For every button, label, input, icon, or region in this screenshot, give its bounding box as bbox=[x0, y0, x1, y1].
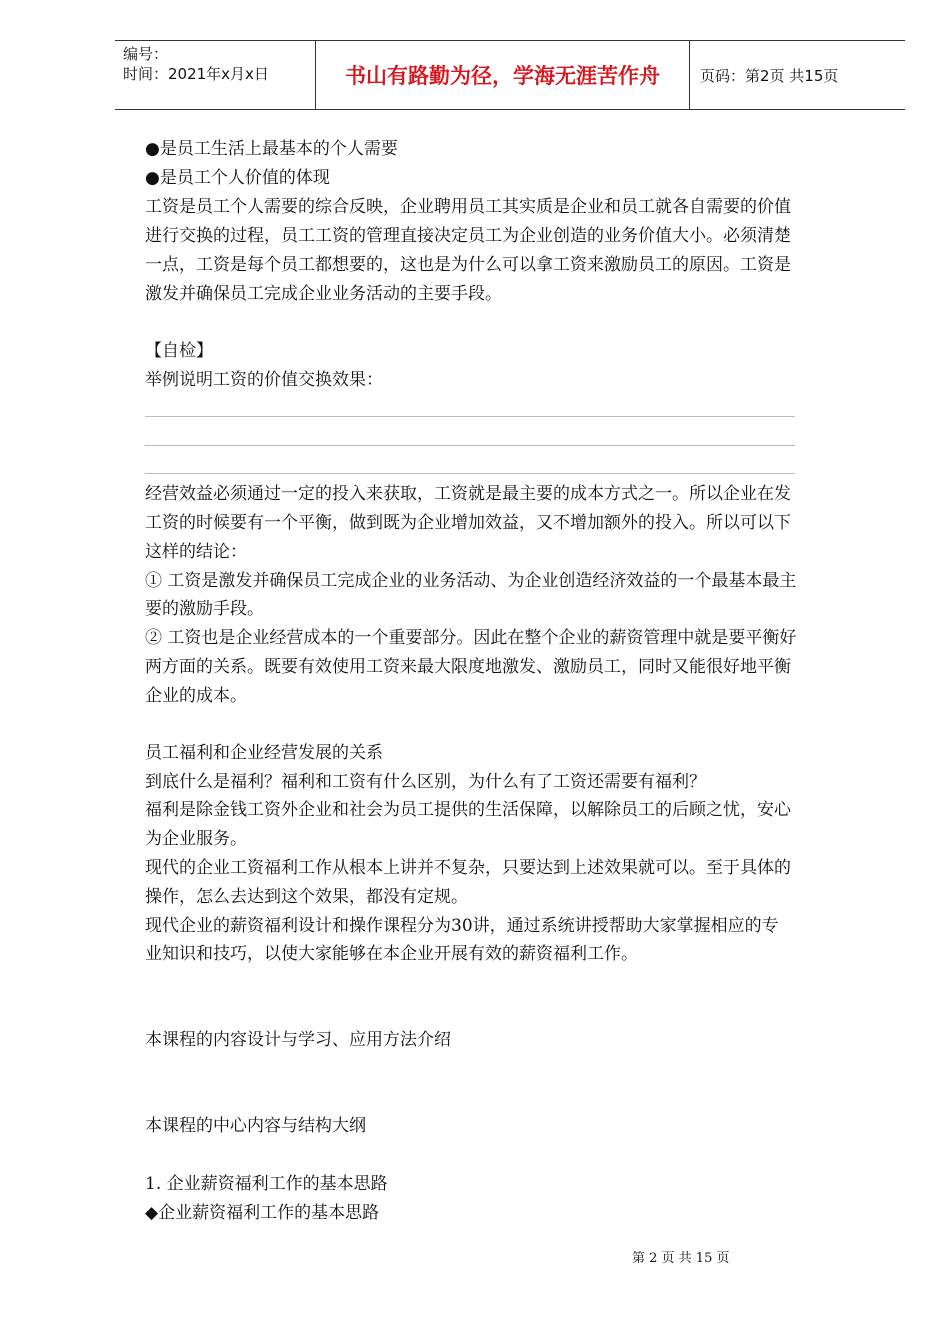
question-line: 举例说明工资的价值交换效果： bbox=[145, 370, 383, 390]
answer-line bbox=[145, 445, 795, 446]
section-heading: 本课程的内容设计与学习、应用方法介绍 bbox=[145, 1030, 451, 1050]
bullet-line: ●是员工个人价值的体现 bbox=[145, 168, 330, 188]
numbered-line: 两方面的关系。既要有效使用工资来最大限度地激发、激励员工，同时又能很好地平衡 bbox=[145, 657, 791, 677]
paragraph-line: 工资是员工个人需要的综合反映，企业聘用员工其实质是企业和员工就各自需要的价值 bbox=[145, 197, 791, 217]
paragraph-line: 经营效益必须通过一定的投入来获取，工资就是最主要的成本方式之一。所以企业在发 bbox=[145, 484, 791, 504]
header-meta-cell bbox=[115, 41, 316, 109]
header-motto-cell bbox=[316, 41, 690, 109]
answer-line bbox=[145, 416, 795, 417]
paragraph-line: 现代企业的薪资福利设计和操作课程分为30讲，通过系统讲授帮助大家掌握相应的专 bbox=[145, 916, 779, 936]
self-check-heading: 【自检】 bbox=[145, 341, 213, 361]
number-label: 编号： bbox=[123, 45, 169, 63]
numbered-line: ① 工资是激发并确保员工完成企业的业务活动、为企业创造经济效益的一个最基本最主 bbox=[145, 571, 797, 591]
numbered-line: ② 工资也是企业经营成本的一个重要部分。因此在整个企业的薪资管理中就是要平衡好 bbox=[145, 628, 797, 648]
section-heading: 本课程的中心内容与结构大纲 bbox=[145, 1116, 366, 1136]
outline-item: 1. 企业薪资福利工作的基本思路 bbox=[145, 1174, 388, 1194]
numbered-line: 企业的成本。 bbox=[145, 686, 247, 706]
paragraph-line: 现代的企业工资福利工作从根本上讲并不复杂，只要达到上述效果就可以。至于具体的 bbox=[145, 858, 791, 878]
paragraph-line: 福利是除金钱工资外企业和社会为员工提供的生活保障，以解除员工的后顾之忧，安心 bbox=[145, 800, 791, 820]
paragraph-line: 激发并确保员工完成企业业务活动的主要手段。 bbox=[145, 284, 502, 304]
paragraph-line: 进行交换的过程，员工工资的管理直接决定员工为企业创造的业务价值大小。必须清楚 bbox=[145, 226, 791, 246]
answer-line bbox=[145, 473, 795, 474]
outline-subitem: ◆企业薪资福利工作的基本思路 bbox=[145, 1203, 380, 1223]
header-page-cell bbox=[690, 41, 905, 109]
page-header bbox=[115, 40, 905, 110]
paragraph-line: 为企业服务。 bbox=[145, 829, 247, 849]
paragraph-line: 操作，怎么去达到这个效果，都没有定规。 bbox=[145, 887, 468, 907]
bullet-line: ●是员工生活上最基本的个人需要 bbox=[145, 139, 398, 159]
paragraph-line: 业知识和技巧，以使大家能够在本企业开展有效的薪资福利工作。 bbox=[145, 944, 638, 964]
paragraph-line: 一点，工资是每个员工都想要的，这也是为什么可以拿工资来激励员工的原因。工资是 bbox=[145, 255, 791, 275]
paragraph-line: 这样的结论： bbox=[145, 542, 247, 562]
section-heading: 员工福利和企业经营发展的关系 bbox=[145, 743, 383, 763]
time-label: 时间：2021年x月x日 bbox=[123, 65, 269, 83]
numbered-line: 要的激励手段。 bbox=[145, 599, 264, 619]
paragraph-line: 工资的时候要有一个平衡，做到既为企业增加效益，又不增加额外的投入。所以可以下 bbox=[145, 513, 791, 533]
motto-text: 书山有路勤为径，学海无涯苦作舟 bbox=[345, 64, 660, 88]
page-info: 页码：第2页 共15页 bbox=[700, 66, 839, 85]
page-footer: 第 2 页 共 15 页 bbox=[632, 1251, 730, 1266]
paragraph-line: 到底什么是福利？福利和工资有什么区别，为什么有了工资还需要有福利？ bbox=[145, 772, 706, 792]
